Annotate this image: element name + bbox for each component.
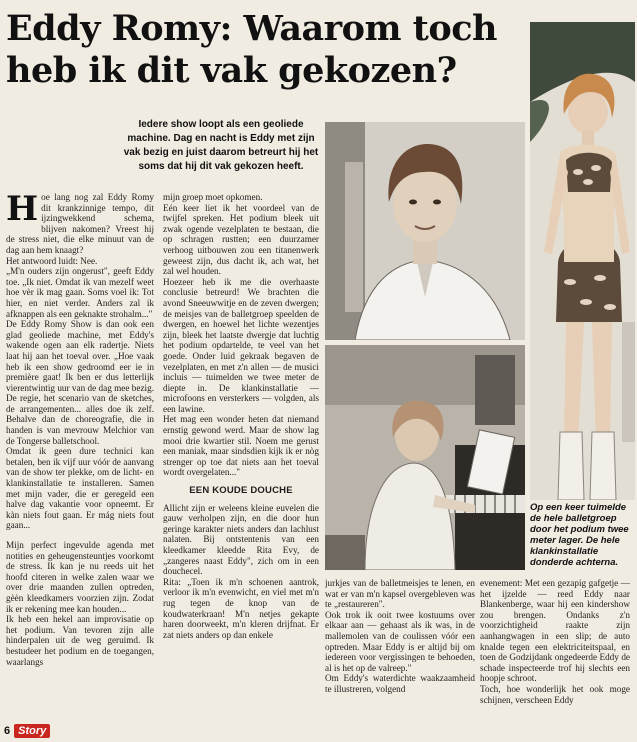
paragraph: Eén keer liet ik het voordeel van de twijfel spreken. Het podium bleek uit zwak ogende vezelplaten te bestaan, die op schragen rustten; een duurzamer verhoog uitbouwen zou een titanenwerk geweest zijn, dus dacht ik, ach wat, het zal wel houden. <box>163 202 319 277</box>
drop-cap: H <box>6 192 39 229</box>
paragraph: jurkjes van de balletmeisjes te lenen, en wat er van m'n kapsel overgebleven was te „restaureren". <box>325 578 475 610</box>
article-column-3 <box>325 578 475 728</box>
photo-caption: Op een keer tuimelde de hele balletgroep door het podium twee meter lager. De hele klankinstallatie donderde achterna. <box>530 502 629 568</box>
portrait-photo <box>325 122 525 340</box>
lead-paragraph: Iedere show loopt als een geoliede machine. Dag en nacht is Eddy met zijn vak bezig en juist daarom betreurt hij het soms dat hij dit vak gekozen heeft. <box>123 119 319 172</box>
paragraph: Ook trok ik ooit twee kostuums over elkaar aan — gehaast als ik was, in de mallemolen van de coulissen vóór een optreden. Maar Eddy is er altijd bij om iedereen voor vergissingen te behoeden, al is het op de valreep." <box>325 609 475 673</box>
headline <box>6 8 526 92</box>
paragraph: De Eddy Romy Show is dan ook een glad geoliede machine, met Eddy's wakende ogen aan elk radertje. Niets laat hij aan het toeval over. „Hoe vaak heb ik een show gedroomd eer ie in première gaat! Ik ben er dus letterlijk vierentwintig uur van de dag mee bezig. De regie, het scenario van de sketches, de arrangementen... alles doe ik zelf. Behalve dan de choreografie, die in handen is van mevrouw Melchior van de Tongerse balletschool. <box>6 319 154 446</box>
paragraph: Allicht zijn er weleens kleine euvelen die gauw verholpen zijn, en die door hun geringe karakter niets anders dan lachlust nalaten. Bij ontstentenis van een kleedkamer kleedde Rita Evy, de „zangeres naast Eddy", zich om in een douchecel. <box>163 502 319 577</box>
paragraph: „M'n ouders zijn ongerust", geeft Eddy toe. „Ik niet. Omdat ik van mezelf weet hoe vèr ik mag gaan. Soms voel ik: Tot hier, en niet verder. Anders zal ik afknappen als een geknakte strohalm..." <box>6 266 154 319</box>
paragraph: Mijn perfect ingevulde agenda met notities en geheugensteuntjes voorkomt de stress. Ik kan je nu reeds uit het hoofd citeren in welke zalen waar we over drie maanden zullen optreden, gèèn kleedkamers voorzien zijn. Zodat ik er rekening mee kan houden... <box>6 540 154 614</box>
paragraph: Rita: „Toen ik m'n schoenen aantrok, verloor ik m'n evenwicht, en viel met m'n rug tegen de knop van de koudwaterkraan! M'n netjes gekapte haren doorweekt, m'n kleren drijfnat. Er zat niets anders op dan enkele <box>163 576 319 640</box>
dancer-photo <box>530 22 635 500</box>
paragraph: evenement: Met een gezapig gafgetje — het ijzelde — reed Eddy naar Blankenberge, waar hij een kindershow zou brengen. Ondanks z'n voorzichtigheid raakte zijn aanhangwagen in een slip; de auto knalde tegen een elektriciteitspaal, en toen de Godzijdank ongedeerde Eddy de schade inspecteerde trof hij slechts een hoopje schroot. <box>480 578 630 684</box>
headline-line-1: Eddy Romy: Waarom toch <box>6 8 497 49</box>
paragraph: mijn groep moet opkomen. <box>163 192 263 202</box>
paragraph: Om Eddy's waterdichte waakzaamheid te illustreren, volgend <box>325 673 475 694</box>
piano-photo <box>325 345 525 570</box>
paragraph: Het antwoord luidt: Nee. <box>6 255 98 266</box>
paragraph: Toch, hoe wonderlijk het ook moge schijnen, verscheen Eddy <box>480 683 630 705</box>
magazine-logo: Story <box>14 724 50 738</box>
article-column-2 <box>163 192 319 727</box>
page-footer <box>4 722 50 740</box>
subheading: EEN KOUDE DOUCHE <box>189 485 293 497</box>
article-column-4 <box>480 578 630 728</box>
article-column-1 <box>6 192 154 727</box>
paragraph: oe lang nog zal Eddy Romy dit krankzinnige tempo, dit ijzingwekkend schema, blijven nakomen? Vreest hij de stress niet, die elke minuut van de dag aan hem knaagt? <box>6 192 154 255</box>
paragraph: Het mag een wonder heten dat niemand ernstig gewond werd. Maar de show lag mooi drie kwartier stil. Noem me gerust een maniak, maar sindsdien kijk ik er nòg strenger op toe dat niets aan het toeval wordt overgelaten..." <box>163 414 319 478</box>
page-number: 6 <box>4 725 11 737</box>
headline-line-2: heb ik dit vak gekozen? <box>6 50 457 91</box>
paragraph: Ik heb een hekel aan improvisatie op het podium. Van tevoren zijn alle hinderpalen uit de weg geruimd. Ik bestudeer het podium en de toegangen, waarlangs <box>6 614 154 667</box>
paragraph: Hoezeer heb ik me die overhaaste conclusie betreurd! We brachten die avond Sneeuwwitje en de zeven dwergen; de meisjes van de balletgroep speelden de dwergen, en hoewel het lichte wezentjes zijn, bleek het laatste dwergje dat luchtig het podium opdartelde, te veel van het goede. Onder luid gekraak begaven de vezelplaten, en met z'n allen — de musici incluis — tuimelden we twee meter de diepte in. De klankinstallatie — microfoons en versterkers — volgden, als een lawine. <box>163 276 319 414</box>
paragraph: Omdat ik geen dure technici kan betalen, ben ik vijf uur vóór de aanvang van de show ter plekke, om de licht- en klankinstallatie te installeren. Samen met mijn vader, die er geregeld een halve dag vakantie voor opneemt. Er kàn niets fout gaan. Er mág niets fout gaan... <box>6 446 154 531</box>
